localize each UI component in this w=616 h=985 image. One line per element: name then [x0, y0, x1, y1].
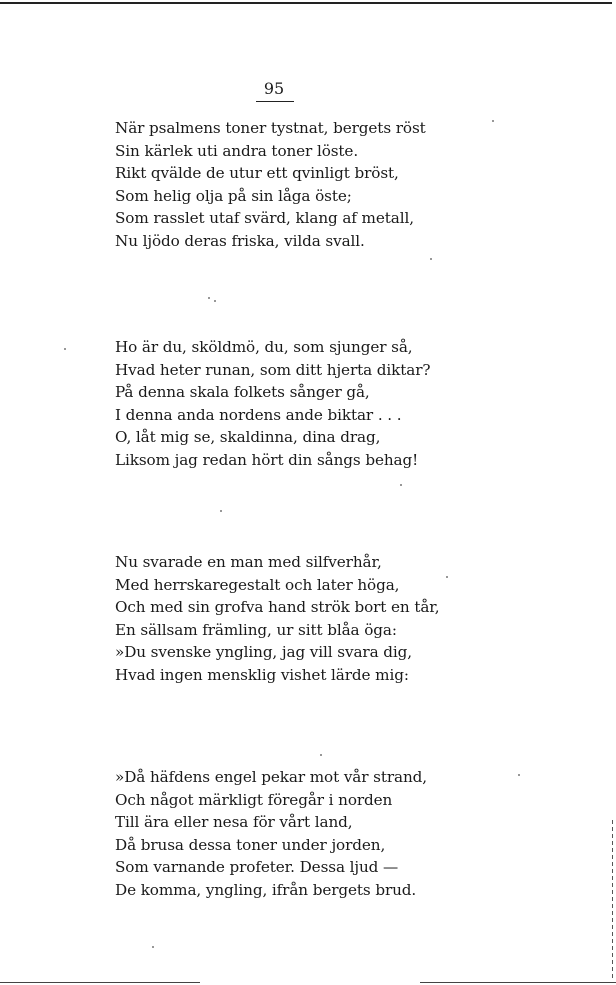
verse-line: Nu ljödo deras friska, vilda svall. — [115, 231, 365, 250]
verse-line: Som rasslet utaf svärd, klang af metall, — [115, 209, 414, 228]
verse-line: Nu svarade en man med silfverhår, — [115, 553, 382, 571]
verse-line: På denna skala folkets sånger gå, — [115, 383, 370, 402]
verse-line: Hvad ingen mensklig vishet lärde mig: — [115, 665, 409, 684]
paper-speck — [446, 576, 448, 578]
verse-line: Liksom jag redan hört din sångs behag! — [115, 450, 419, 469]
verse-line: Hvad heter runan, som ditt hjerta diktar? — [115, 360, 431, 379]
verse-line: Till ära eller nesa för vårt land, — [115, 813, 353, 832]
bottom-border-rule — [0, 982, 200, 983]
verse-line: Sin kärlek uti andra toner löste. — [115, 141, 359, 160]
paper-speck — [64, 348, 66, 350]
paper-speck — [208, 297, 210, 299]
verse-line: Rikt qvälde de utur ett qvinligt bröst, — [115, 164, 399, 183]
verse-line: »Du svenske yngling, jag vill svara dig, — [115, 643, 412, 662]
paper-speck — [492, 120, 494, 122]
stanza — [115, 551, 440, 687]
stanza — [115, 766, 427, 902]
verse-line: »Då häfdens engel pekar mot vår strand, — [115, 768, 427, 786]
verse-line: Som varnande profeter. Dessa ljud — — [115, 858, 399, 877]
paper-speck — [400, 484, 402, 486]
paper-speck — [518, 774, 520, 776]
verse-line: O, låt mig se, skaldinna, dina drag, — [115, 428, 381, 447]
verse-line: Då brusa dessa toner under jorden, — [115, 835, 386, 854]
paper-speck — [152, 946, 154, 948]
verse-line: En sällsam främling, ur sitt blåa öga: — [115, 620, 397, 639]
page-number: 95 — [263, 79, 285, 98]
verse-line: Med herrskaregestalt och later höga, — [115, 575, 400, 594]
paper-speck — [214, 300, 216, 302]
stanza — [115, 117, 426, 253]
page-number-underline — [256, 101, 294, 102]
verse-line: Och med sin grofva hand strök bort en tår, — [115, 598, 440, 617]
paper-speck — [430, 258, 432, 260]
verse-line: Ho är du, sköldmö, du, som sjunger så, — [115, 338, 413, 356]
stanza — [115, 336, 430, 472]
verse-line: Och något märkligt föregår i norden — [115, 790, 393, 809]
verse-line: De komma, yngling, ifrån bergets brud. — [115, 880, 417, 899]
verse-line: Som helig olja på sin låga öste; — [115, 186, 352, 205]
paper-speck — [320, 754, 322, 756]
verse-line: När psalmens toner tystnat, bergets röst — [115, 119, 426, 137]
verse-line: I denna anda nordens ande biktar . . . — [115, 405, 402, 424]
top-border-rule — [0, 2, 612, 4]
page-edge — [612, 820, 613, 980]
paper-speck — [220, 510, 222, 512]
bottom-border-rule — [420, 982, 616, 983]
